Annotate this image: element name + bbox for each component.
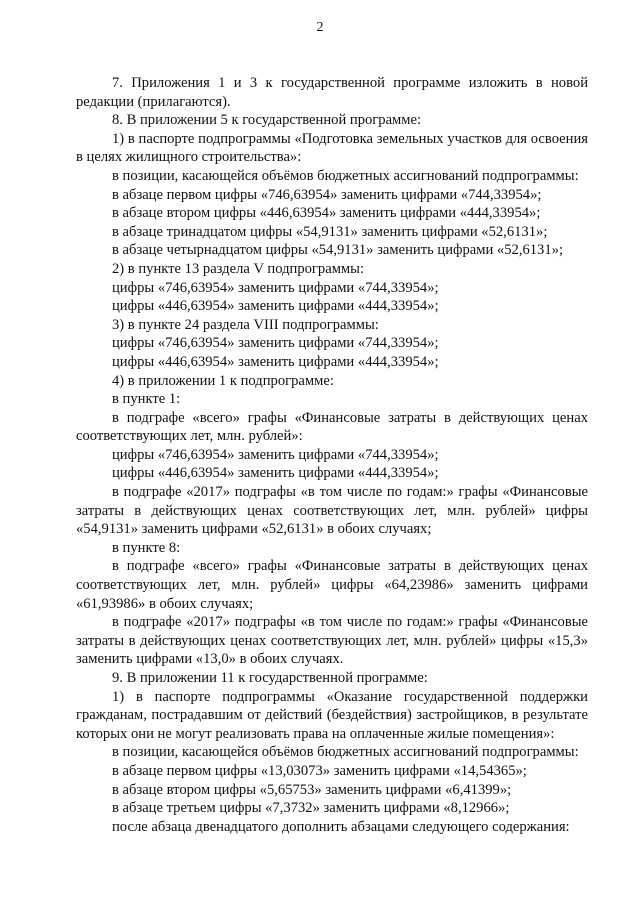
- paragraph: 4) в приложении 1 к подпрограмме:: [112, 372, 334, 389]
- paragraph: 1) в паспорте подпрограммы «Оказание государственной поддержки гражданам, пострадавшим от действий (бездействия) застройщиков, в результате которых они не могут реализовать права на оплаченные жилые помещения»:: [76, 688, 588, 742]
- paragraph: в пункте 1:: [112, 391, 181, 408]
- paragraph: в абзаце первом цифры «746,63954» заменить цифрами «744,33954»;: [112, 186, 542, 203]
- paragraph: цифры «746,63954» заменить цифрами «744,33954»;: [112, 279, 439, 296]
- paragraph: в позиции, касающейся объёмов бюджетных ассигнований подпрограммы:: [112, 167, 579, 184]
- paragraph: 7. Приложения 1 и 3 к государственной программе изложить в новой редакции (прилагаются).: [76, 75, 588, 110]
- paragraph: 9. В приложении 11 к государственной программе:: [112, 670, 428, 686]
- paragraph: в абзаце втором цифры «5,65753» заменить цифрами «6,41399»;: [112, 781, 512, 798]
- paragraph: 1) в паспорте подпрограммы «Подготовка земельных участков для освоения в целях жилищного строительства»:: [76, 130, 588, 166]
- paragraph: 3) в пункте 24 раздела VIII подпрограммы:: [112, 316, 379, 333]
- paragraph: 8. В приложении 5 к государственной программе:: [112, 112, 422, 129]
- paragraph: в подграфе «всего» графы «Финансовые затраты в действующих ценах соответствующих лет, млн. рублей»:: [76, 409, 588, 445]
- paragraph: в абзаце втором цифры «446,63954» заменить цифрами «444,33954»;: [112, 205, 541, 222]
- page-number: 2: [316, 20, 324, 35]
- paragraph: в абзаце четырнадцатом цифры «54,9131» заменить цифрами «52,6131»;: [112, 242, 564, 259]
- paragraph: в подграфе «2017» подграфы «в том числе по годам:» графы «Финансовые затраты в действующих ценах соответствующих лет, млн. рублей» цифры «54,9131» заменить цифрами «52,6131» в обоих случаях;: [76, 484, 588, 538]
- paragraph: цифры «746,63954» заменить цифрами «744,33954»;: [112, 335, 439, 352]
- paragraph: цифры «746,63954» заменить цифрами «744,33954»;: [112, 446, 439, 463]
- paragraph: в абзаце третьем цифры «7,3732» заменить цифрами «8,12966»;: [112, 800, 510, 817]
- paragraph: в абзаце первом цифры «13,03073» заменить цифрами «14,54365»;: [112, 762, 527, 779]
- paragraph: цифры «446,63954» заменить цифрами «444,33954»;: [112, 353, 439, 370]
- document-body: [76, 74, 588, 836]
- paragraph: в абзаце тринадцатом цифры «54,9131» заменить цифрами «52,6131»;: [112, 223, 548, 240]
- paragraph: в позиции, касающейся объёмов бюджетных ассигнований подпрограммы:: [112, 744, 579, 761]
- paragraph: в подграфе «2017» подграфы «в том числе по годам:» графы «Финансовые затраты в действующих ценах соответствующих лет, млн. рублей» цифры «15,3» заменить цифрами «13,0» в обоих случаях.: [76, 614, 588, 668]
- paragraph: в подграфе «всего» графы «Финансовые затраты в действующих ценах соответствующих лет, млн. рублей» цифры «64,23986» заменить цифрами «61,93986» в обоих случаях;: [76, 558, 588, 612]
- paragraph: 2) в пункте 13 раздела V подпрограммы:: [112, 260, 365, 277]
- paragraph: в пункте 8:: [112, 539, 181, 556]
- paragraph: после абзаца двенадцатого дополнить абзацами следующего содержания:: [112, 818, 570, 835]
- paragraph: цифры «446,63954» заменить цифрами «444,33954»;: [112, 298, 439, 315]
- paragraph: цифры «446,63954» заменить цифрами «444,33954»;: [112, 465, 439, 482]
